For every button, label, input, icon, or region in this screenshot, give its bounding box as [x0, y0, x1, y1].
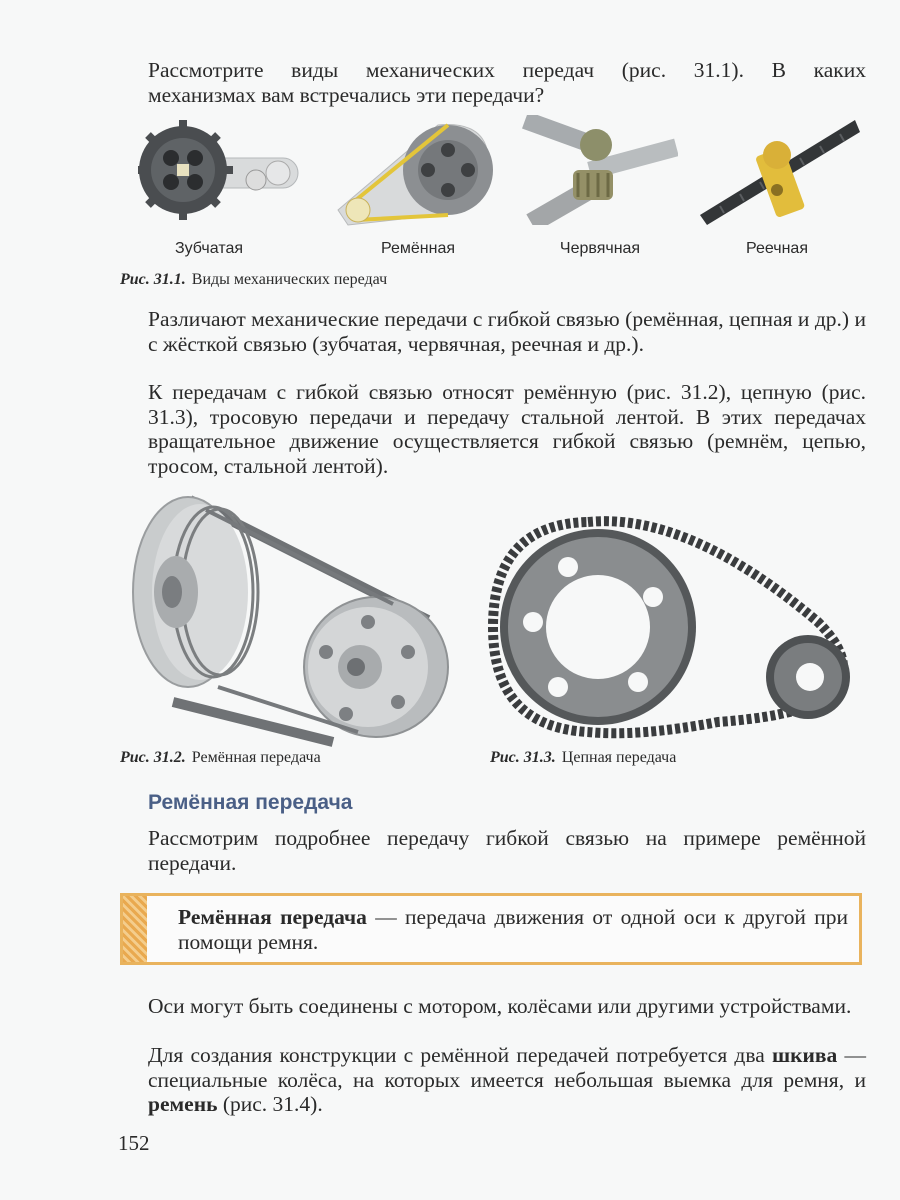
pulleys-term-pulley: шкива: [772, 1043, 838, 1067]
caption-31-3: [490, 748, 676, 768]
paragraph-flexible: К передачам с гибкой связью относят ремённую (рис. 31.2), цепную (рис. 31.3), тросовую передачи и передачу стальной лентой. В этих передачах вращательное движение осуществляется гибкой связью (ремнём, цепью, тросом, стальной лентой).: [148, 380, 866, 478]
intro-line-1: Рассмотрите виды механических передач (рис. 31.1). В каких: [148, 58, 866, 82]
pulleys-text-1: Для создания конструкции с ремённой передачей потребуется два: [148, 1043, 772, 1067]
label-rack: Реечная: [746, 240, 808, 257]
caption-31-3-text: Цепная передача: [561, 749, 677, 766]
label-worm: Червячная: [559, 240, 641, 257]
pulleys-text-2: — специальные колёса, на которых имеется небольшая выемка для ремня, и: [148, 1043, 867, 1092]
rack-transmission-image: [695, 110, 865, 230]
worm-transmission-image: [518, 115, 678, 225]
definition-text: [178, 905, 848, 955]
caption-31-1-num: Рис. 31.1.: [120, 271, 186, 288]
pulleys-text-3: (рис. 31.4).: [217, 1092, 323, 1116]
caption-31-2-text: Ремённая передача: [191, 749, 321, 766]
pulleys-term-belt: ремень: [148, 1092, 218, 1116]
paragraph-consider: Рассмотрим подробнее передачу гибкой связью на примере ремённой передачи.: [148, 826, 866, 875]
belt-drive-photo: [128, 492, 458, 747]
belt-transmission-image: [318, 115, 498, 235]
intro-paragraph: [148, 58, 866, 107]
caption-31-2: [120, 748, 321, 768]
definition-box: [120, 893, 862, 965]
paragraph-types: Различают механические передачи с гибкой связью (ремённая, цепная и др.) и с жёсткой связью (зубчатая, червячная, реечная и др.).: [148, 307, 866, 356]
caption-31-1-text: Виды механических передач: [191, 271, 388, 288]
definition-term: Ремённая передача: [178, 905, 367, 929]
section-title: Ремённая передача: [148, 791, 353, 814]
intro-line-2: механизмах вам встречались эти передачи?: [148, 82, 545, 107]
caption-31-3-num: Рис. 31.3.: [490, 749, 556, 766]
label-gear: Зубчатая: [174, 240, 244, 257]
paragraph-axes: Оси могут быть соединены с мотором, колёсами или другими устройствами.: [148, 994, 852, 1018]
caption-31-2-num: Рис. 31.2.: [120, 749, 186, 766]
definition-body: — передача движения от одной оси к другой при помощи ремня.: [178, 905, 849, 954]
caption-31-1: [120, 270, 387, 290]
gear-transmission-image: [138, 118, 308, 233]
paragraph-pulleys: [148, 1043, 866, 1117]
definition-stripe: [123, 896, 147, 962]
label-belt: Ремённая: [381, 240, 455, 257]
chain-drive-photo: [488, 512, 868, 742]
page-number: 152: [118, 1131, 150, 1155]
